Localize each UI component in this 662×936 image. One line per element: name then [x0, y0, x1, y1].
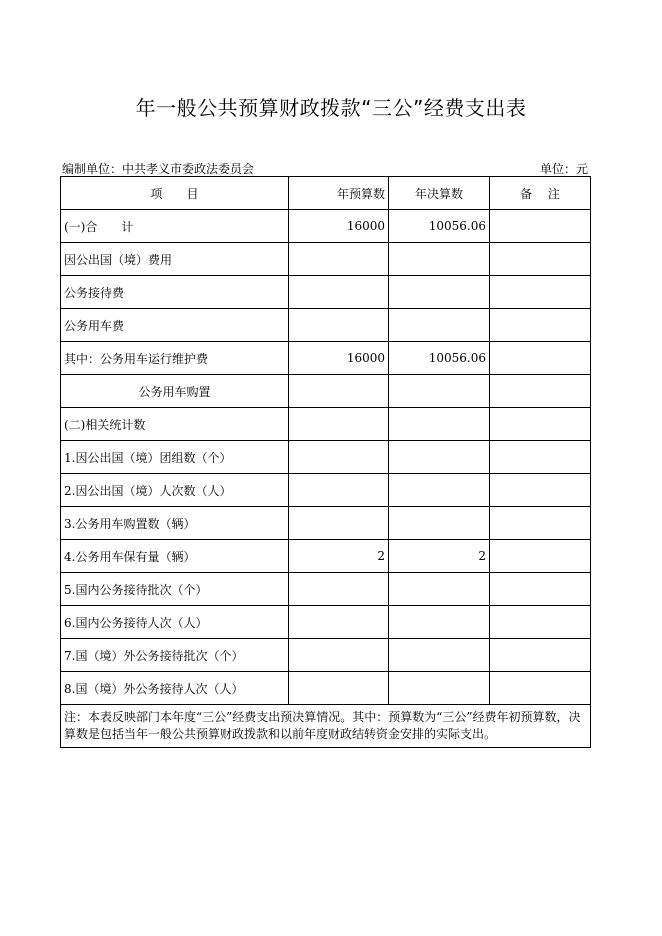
row-final [389, 672, 490, 705]
row-budget [289, 441, 389, 474]
row-remark [490, 573, 591, 606]
table-row [61, 375, 591, 408]
row-final [389, 243, 490, 276]
row-label: 1.因公出国（境）团组数（个） [61, 441, 289, 474]
table-row [61, 408, 591, 441]
row-label: 公务用车购置 [61, 375, 289, 408]
page-title: 年一般公共预算财政拨款“三公”经费支出表 [135, 96, 527, 120]
row-remark [490, 474, 591, 507]
row-budget [289, 573, 389, 606]
row-budget [289, 672, 389, 705]
row-final [389, 573, 490, 606]
header-final: 年决算数 [389, 177, 490, 210]
row-remark [490, 375, 591, 408]
row-budget [289, 639, 389, 672]
table-row [61, 309, 591, 342]
row-budget [289, 606, 389, 639]
unit-label: 单位：元 [539, 162, 588, 176]
table-header-row [61, 177, 591, 210]
row-final [389, 441, 490, 474]
row-remark [490, 210, 591, 243]
row-remark [490, 672, 591, 705]
row-remark [490, 243, 591, 276]
row-label: 8.国（境）外公务接待人次（人） [61, 672, 289, 705]
header-remark: 备 注 [490, 177, 591, 210]
table-row [61, 342, 591, 375]
note-row [61, 705, 591, 748]
compiler-label: 编制单位：中共孝义市委政法委员会 [62, 162, 255, 176]
row-label: 6.国内公务接待人次（人） [61, 606, 289, 639]
row-budget: 2 [289, 540, 389, 573]
row-budget [289, 474, 389, 507]
row-label: (一)合 计 [61, 210, 289, 243]
row-remark [490, 639, 591, 672]
table-note: 注：本表反映部门本年度“三公”经费支出预决算情况。其中：预算数为“三公”经费年初预算数，决算数是包括当年一般公共预算财政拨款和以前年度财政结转资金安排的实际支出。 [61, 705, 591, 748]
row-budget: 16000 [289, 342, 389, 375]
table-row [61, 573, 591, 606]
row-budget [289, 309, 389, 342]
row-remark [490, 309, 591, 342]
row-remark [490, 540, 591, 573]
row-final: 10056.06 [389, 210, 490, 243]
table-row [61, 540, 591, 573]
row-remark [490, 276, 591, 309]
row-label: 2.因公出国（境）人次数（人） [61, 474, 289, 507]
row-remark [490, 342, 591, 375]
row-final [389, 639, 490, 672]
row-label: 3.公务用车购置数（辆） [61, 507, 289, 540]
expenditure-table [60, 176, 591, 748]
table-row [61, 210, 591, 243]
row-label: 因公出国（境）费用 [61, 243, 289, 276]
table-row [61, 672, 591, 705]
table-row [61, 243, 591, 276]
row-final: 10056.06 [389, 342, 490, 375]
row-final [389, 507, 490, 540]
row-budget [289, 375, 389, 408]
row-remark [490, 408, 591, 441]
table-row [61, 474, 591, 507]
row-label: 7.国（境）外公务接待批次（个） [61, 639, 289, 672]
row-budget [289, 507, 389, 540]
row-final [389, 309, 490, 342]
row-label: 公务接待费 [61, 276, 289, 309]
row-final: 2 [389, 540, 490, 573]
row-remark [490, 441, 591, 474]
row-final [389, 474, 490, 507]
row-remark [490, 507, 591, 540]
table-row [61, 507, 591, 540]
row-final [389, 408, 490, 441]
row-remark [490, 606, 591, 639]
table-row [61, 606, 591, 639]
row-label: 公务用车费 [61, 309, 289, 342]
row-budget: 16000 [289, 210, 389, 243]
header-budget: 年预算数 [289, 177, 389, 210]
row-label: 4.公务用车保有量（辆） [61, 540, 289, 573]
row-final [389, 276, 490, 309]
row-label: (二)相关统计数 [61, 408, 289, 441]
row-final [389, 375, 490, 408]
table-row [61, 441, 591, 474]
row-budget [289, 276, 389, 309]
row-budget [289, 243, 389, 276]
row-label: 其中：公务用车运行维护费 [61, 342, 289, 375]
row-budget [289, 408, 389, 441]
table-row [61, 276, 591, 309]
header-item: 项 目 [61, 177, 289, 210]
table-row [61, 639, 591, 672]
row-final [389, 606, 490, 639]
row-label: 5.国内公务接待批次（个） [61, 573, 289, 606]
